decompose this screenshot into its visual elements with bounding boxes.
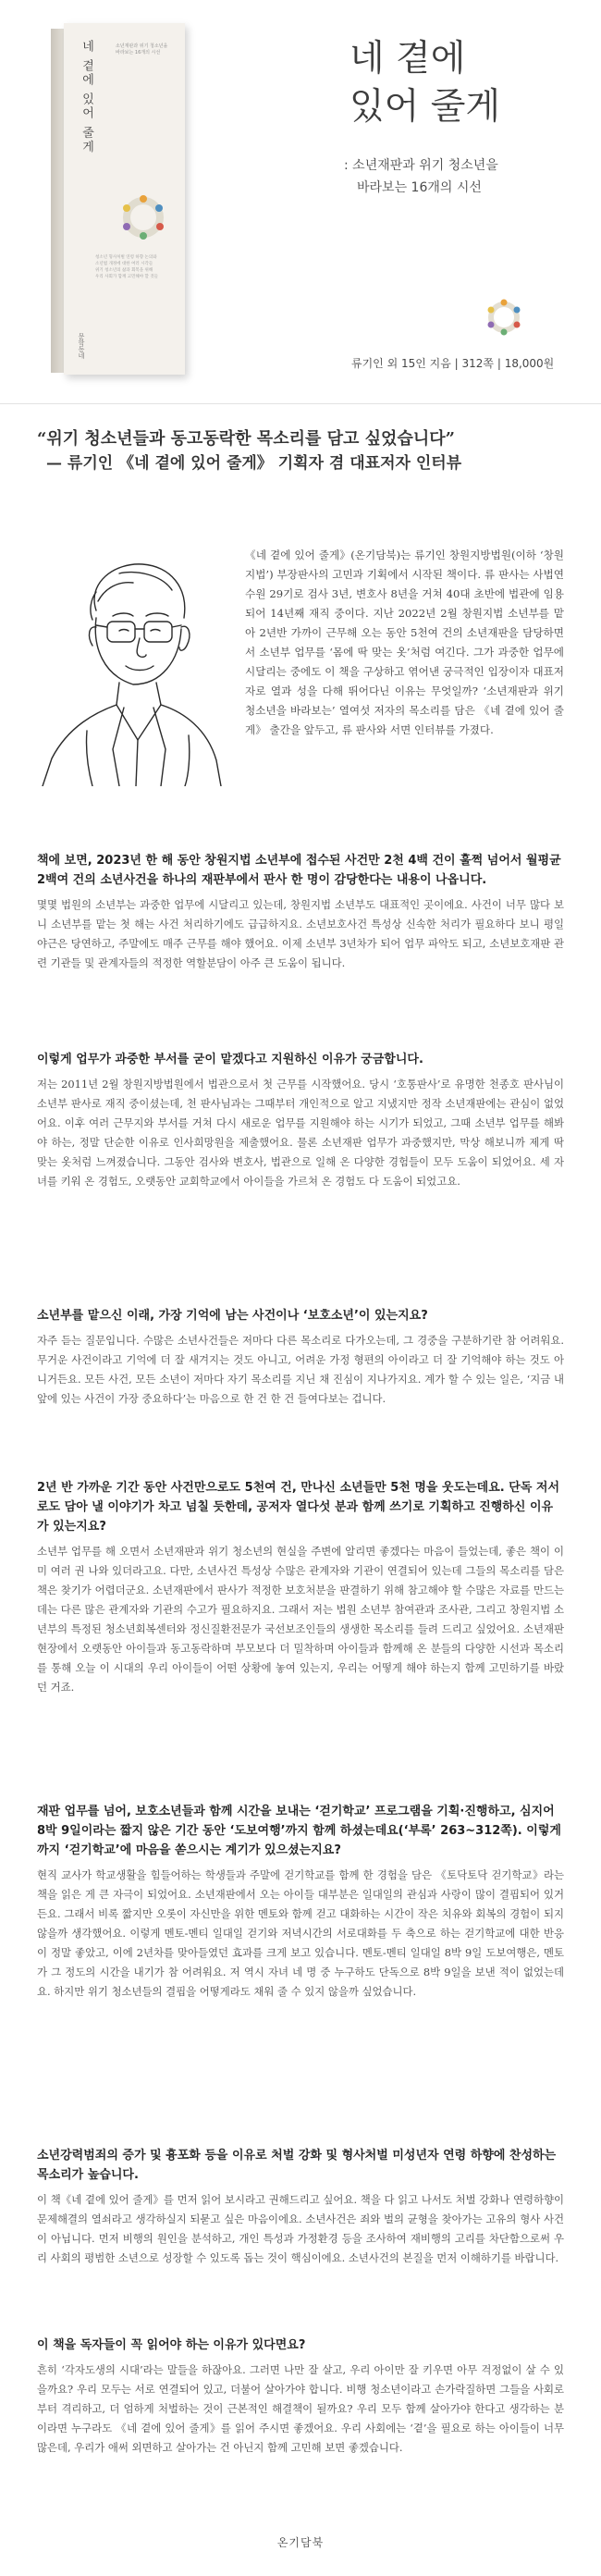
qa-item: [37, 2336, 564, 2458]
answer: 소년부 업무를 해 오면서 소년재판과 위기 청소년의 현실을 주변에 알리면 좋겠다는 마음이 들었는데, 좋은 책이 이미 여러 권 나와 있더라고요. 다만, 소년사건 특성상 수많은 관계자와 기관이 연결되어 있는데 그들의 목소리를 담은 책은 찾기가 어렵더군요. 소년재판에서 판사가 적정한 보호처분을 판결하기 위해 참고해야 할 수많은 자료를 만드는 데는 다른 많은 관계자와 기관의 수고가 필요하지요. 그래서 저는 법원 소년부 참여관과 조사관, 그리고 창원지법 소년부의 특정된 청소년회복센터와 정신질환전문가 국선보조인들의 생생한 목소리를 들려 드리고 싶었어요. 소년재판 현장에서 오랫동안 아이들과 동고동락하며 부모보다 더 밀착하며 아이들과 함께해 온 분들의 다양한 시선과 목소리를 통해 오늘 이 시대의 우리 아이들이 어떤 상황에 놓여 있는지, 우리는 어떻게 해야 하는지 함께 고민하기를 바랐던 거죠.: [37, 1545, 564, 1694]
question: 재판 업무를 넘어, 보호소년들과 함께 시간을 보내는 ‘걷기학교’ 프로그램을 기획·진행하고, 심지어 8박 9일이라는 짧지 않은 기간 동안 ‘도보여행’까지 함께 하셨는데요(‘부록’ 263~312쪽). 이렇게까지 ‘걷기학교’에 마음을 쏟으시는 계기가 있으셨는지요?: [37, 1805, 561, 1857]
question: 소년강력범죄의 증가 및 흉포화 등을 이유로 처벌 강화 및 형사처벌 미성년자 연령 하향에 찬성하는 목소리가 높습니다.: [37, 2149, 557, 2182]
book-subtitle: : 소년재판과 위기 청소년을 바라보는 16개의 시선: [344, 158, 498, 195]
qa-item: [37, 1478, 564, 1697]
hero-section: [0, 0, 601, 393]
question: 이렇게 업무가 과중한 부서를 굳이 맡겠다고 지원하신 이유가 궁금합니다.: [37, 1053, 423, 1066]
cover-toc: 청소년 형사처벌 연령 하향 논의와 소년법 개정에 대한 여러 시각들 위기 청소년의 삶과 회복을 위해 우리 사회가 함께 고민해야 할 것들: [95, 255, 159, 279]
book-front-cover: [64, 23, 185, 375]
cover-subtitle: 소년재판과 위기 청소년을 바라보는 16개의 시선: [116, 43, 168, 55]
answer: 흔히 ‘각자도생의 시대’라는 말들을 하잖아요. 그러면 나만 잘 살고, 우리 아이만 잘 키우면 아무 걱정없이 살 수 있을까요? 우리 모두는 서로 연결되어 있고, 더불어 살아가야 합니다. 비행 청소년이라고 손가락질하면 그들을 사회로부터 격리하고, 더 엄하게 처벌하는 것이 근본적인 해결책이 될까요? 우리 모두 함께 살아가야 한다고 생각하는 분이라면 누구라도 《네 곁에 있어 줄게》를 읽어 주시면 좋겠어요. 우리 사회에는 ‘곁’을 필요로 하는 아이들이 너무 많은데, 우리가 애써 외면하고 살아가는 건 아닌지 함께 고민해 보면 좋겠습니다.: [37, 2363, 564, 2454]
answer: 저는 2011년 2월 창원지방법원에서 법관으로서 첫 근무를 시작했어요. 당시 ‘호통판사’로 유명한 천종호 판사님이 소년부 판사로 재직 중이셨는데, 천 판사님과는 그때부터 개인적으로 알고 지냈지만 정작 소년재판에는 관심이 없었어요. 이후 여러 근무지와 부서를 거쳐 다시 새로운 업무를 지원해야 하는 시기가 되었고, 그때 소년부 업무를 해봐야 하는, 정말 단순한 이유로 인사희망원을 제출했어요. 물론 소년재판 업무가 과중했지만, 막상 해보니까 제게 딱 맞는 옷처럼 느껴졌습니다. 그동안 검사와 변호사, 법관으로 일해 온 다양한 경험들이 모두 도움이 되었어요. 세 자녀를 키워 온 경험도, 오랫동안 교회학교에서 아이들을 가르쳐 온 경험도 다 도움이 되었고요.: [37, 1078, 564, 1188]
headline-quote: “위기 청소년들과 동고동락한 목소리를 담고 싶었습니다”: [37, 429, 455, 449]
qa-item: [37, 1802, 564, 2002]
answer: 몇몇 법원의 소년부는 과중한 업무에 시달리고 있는데, 창원지법 소년부도 대표적인 곳이에요. 사건이 너무 많다 보니 소년부를 맡는 첫 해는 사건 처리하기에도 급급하지요. 소년보호사건 특성상 신속한 처리가 필요하다 보니 평일 야근은 당연하고, 주말에도 매주 근무를 해야 했어요. 이제 소년부 3년차가 되어 업무 파악도 되고, 소년보호재판 관련 기관들 및 관계자들의 적정한 역할분담이 아주 큰 도움이 됩니다.: [37, 898, 564, 969]
qa-item: [37, 1050, 564, 1191]
question: 소년부를 맡으신 이래, 가장 기억에 남는 사건이나 ‘보호소년’이 있는지요?: [37, 1309, 428, 1323]
cover-publisher: 문학동네: [78, 333, 85, 359]
question: 이 책을 독자들이 꼭 읽어야 하는 이유가 있다면요?: [37, 2338, 306, 2352]
question: 2년 반 가까운 기간 동안 사건만으로도 5천여 건, 만나신 소년들만 5천 명을 웃도는데요. 단독 저서로도 담아 낼 이야기가 차고 넘칠 듯한데, 공저자 열다섯 분과 함께 쓰기로 기획하고 진행하신 이유가 있는지요?: [37, 1481, 560, 1534]
publisher-logo: 온기담북: [276, 2536, 325, 2549]
interview-headline: [37, 427, 573, 475]
qa-item: [37, 851, 564, 973]
headline-byline: — 류기인 《네 곁에 있어 줄게》 기획자 겸 대표저자 인터뷰: [46, 454, 462, 473]
book-spine: [51, 29, 64, 373]
book-cover-image: [51, 23, 185, 375]
cover-title: 네 곁에 있어 줄게: [80, 40, 93, 154]
answer: 현직 교사가 학교생활을 힘들어하는 학생들과 주말에 걷기학교를 함께 한 경험을 담은 《토닥토닥 걷기학교》라는 책을 읽은 게 큰 자극이 되었어요. 소년재판에서 오는 아이들 대부분은 일대일의 관심과 사랑이 많이 결핍되어 있거든요. 그래서 비록 짧지만 오롯이 자신만을 위한 멘토와 함께 걷고 대화하는 시간이 작은 치유와 회복의 경험이 되지 않을까 생각했어요. 이렇게 멘토-멘티 일대일 걷기와 저녁시간의 서로대화를 두 축으로 하는 걷기학교에 대한 반응이 정말 좋았고, 이에 2년차를 맞아들였던 효과를 크게 보고 있습니다. 멘토-멘티 일대일 8박 9일 도보여행은, 멘토가 그 정도의 시간을 내기가 참 어려워요. 저 역시 자녀 네 명 중 누구하도 단독으로 8박 9일을 보낸 적이 없었는데요. 하지만 위기 청소년들의 결핍을 어떻게라도 채워 줄 수 있지 않을까 싶었습니다.: [37, 1868, 564, 1998]
divider: [0, 403, 601, 404]
question: 책에 보면, 2023년 한 해 동안 창원지법 소년부에 접수된 사건만 2천 4백 건이 훌쩍 넘어서 월평균 2백여 건의 소년사건을 하나의 재판부에서 판사 한 명이 감당한다는 내용이 나옵니다.: [37, 854, 561, 887]
book-emblem-icon: [483, 296, 525, 339]
book-title: 네 곁에 있어 줄게: [350, 38, 501, 128]
answer: 이 책《네 곁에 있어 줄게》를 먼저 읽어 보시라고 권해드리고 싶어요. 책을 다 읽고 나서도 처벌 강화나 연령하향이 문제해결의 열쇠라고 생각하실지 되묻고 싶은 마음이에요. 소년사건은 죄와 벌의 균형을 찾아가는 고유의 형사 사건이 아닙니다. 먼저 비행의 원인을 분석하고, 개인 특성과 가정환경 등을 조사하여 재비행의 고리를 차단함으로써 우리 사회의 평범한 소년으로 성장할 수 있도록 돕는 것이 핵심이에요. 소년사건의 본질을 먼저 이해하기를 바랍니다.: [37, 2193, 564, 2264]
answer: 자주 듣는 질문입니다. 수많은 소년사건들은 저마다 다른 목소리로 다가오는데, 그 경중을 구분하기란 참 어려워요. 무거운 사건이라고 기억에 더 잘 새겨지는 것도 아니고, 어려운 가정 형편의 아이라고 더 잘 기억해야 하는 것도 아니거든요. 모든 사건, 모든 소년이 저마다 자기 목소리를 지닌 채 진심이 지나가지요. 계가 할 수 있는 일은, ‘지금 내 앞에 있는 사건이 가장 중요하다’는 마음으로 한 건 한 건 들여다보는 겁니다.: [37, 1334, 564, 1405]
interview-intro: 《네 곁에 있어 줄게》(온기담북)는 류기인 창원지방법원(이하 ‘창원지법’) 부장판사의 고민과 기획에서 시작된 책이다. 류 판사는 사법연수원 29기로 검사 3년, 변호사 8년을 거쳐 40대 초반에 법관에 임용되어 14년째 재직 중이다. 지난 2022년 2월 창원지법 소년부를 맡아 2년반 가까이 근무해 오는 동안 5천여 건의 소년재판을 담당하면서 소년부 업무를 ‘몸에 딱 맞는 옷’처럼 여긴다. 그가 과중한 업무에 시달리는 중에도 이 책을 구상하고 엮어낸 궁극적인 입장이자 대표저자로 열과 성을 다해 뛰어다닌 이유는 무엇일까? ‘소년재판과 위기 청소년을 바라보는’ 열여섯 저자의 목소리를 담은 《네 곁에 있어 줄게》 출간을 앞두고, 류 판사와 서면 인터뷰를 가졌다.: [245, 548, 564, 736]
qa-item: [37, 1306, 564, 1409]
cover-emblem-icon: [116, 190, 171, 245]
author-portrait-illustration: [31, 546, 230, 786]
book-meta: 류기인 외 15인 지음 | 312쪽 | 18,000원: [351, 357, 555, 370]
qa-item: [37, 2146, 564, 2268]
